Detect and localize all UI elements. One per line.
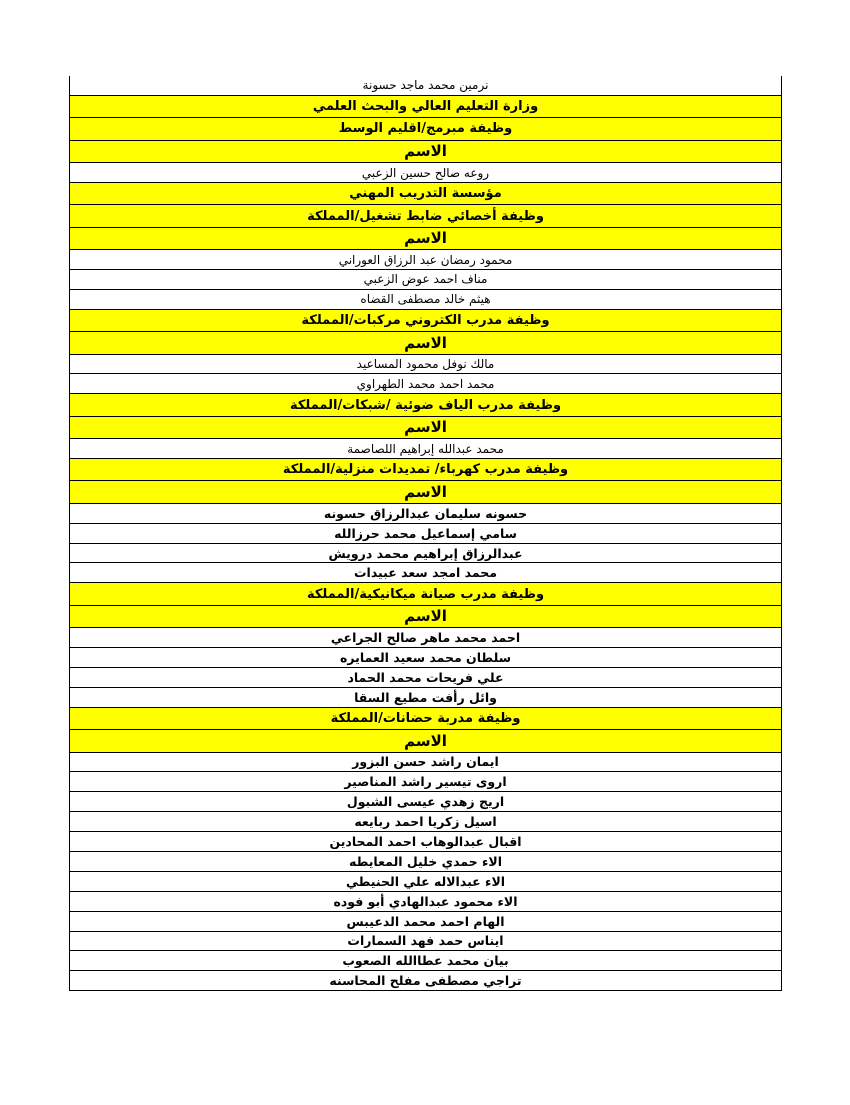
job-title-row: وظيفة مدربة حضانات/المملكة [70,708,781,730]
name-column-header: الاسم [70,228,781,250]
name-row: اريج زهدي عيسى الشبول [70,792,781,812]
name-column-header: الاسم [70,141,781,163]
name-row: مناف احمد عوض الزعبي [70,270,781,290]
name-row: محمود رمضان عبد الرزاق العوراني [70,250,781,270]
name-row: احمد محمد ماهر صالح الجراعي [70,628,781,648]
name-row: سامي إسماعيل محمد حرزالله [70,524,781,544]
document-table [69,76,782,991]
name-row: عبدالرزاق إبراهيم محمد درويش [70,544,781,564]
name-row: بيان محمد عطاالله الصعوب [70,951,781,971]
organization-row: وزارة التعليم العالي والبحث العلمي [70,96,781,118]
name-row: الاء محمود عبدالهادي أبو فوده [70,892,781,912]
job-title-row: وظيفة مدرب كهرباء/ تمديدات منزلية/المملكة [70,459,781,481]
name-row: روعه صالح حسين الزعبي [70,163,781,183]
name-row: مالك نوفل محمود المساعيد [70,355,781,375]
name-row: الاء عبدالاله علي الحنيطي [70,872,781,892]
name-row: تراجي مصطفى مفلح المحاسنه [70,971,781,991]
name-row: حسونه سليمان عبدالرزاق حسونه [70,504,781,524]
name-row: اقبال عبدالوهاب احمد المحادين [70,832,781,852]
name-row: ايناس حمد فهد السمارات [70,932,781,952]
job-title-row: وظيفة أخصائي ضابط تشغيل/المملكة [70,205,781,227]
name-row: الاء حمدي خليل المعايطه [70,852,781,872]
name-row: نرمين محمد ماجد حسونة [70,76,781,96]
name-column-header: الاسم [70,332,781,354]
name-row: محمد امجد سعد عبيدات [70,563,781,583]
name-row: محمد عبدالله إبراهيم اللصاصمة [70,439,781,459]
name-row: اروى تيسير راشد المناصير [70,772,781,792]
name-row: وائل رأفت مطيع السقا [70,688,781,708]
job-title-row: وظيفة مدرب الياف ضوئية /شبكات/المملكة [70,394,781,416]
name-row: علي فريحات محمد الحماد [70,668,781,688]
name-row: الهام احمد محمد الدعيبس [70,912,781,932]
job-title-row: وظيفة مدرب صيانة ميكانيكية/المملكة [70,583,781,605]
name-row: هيثم خالد مصطفى القضاه [70,290,781,310]
name-row: محمد احمد محمد الطهراوي [70,374,781,394]
name-row: سلطان محمد سعيد العمايره [70,648,781,668]
job-title-row: وظيفة مبرمج/اقليم الوسط [70,118,781,140]
name-row: ايمان راشد حسن البزور [70,753,781,773]
name-column-header: الاسم [70,606,781,628]
organization-row: مؤسسة التدريب المهني [70,183,781,205]
name-column-header: الاسم [70,481,781,503]
name-column-header: الاسم [70,730,781,752]
name-column-header: الاسم [70,417,781,439]
name-row: اسيل زكريا احمد ربايعه [70,812,781,832]
job-title-row: وظيفة مدرب الكتروني مركبات/المملكة [70,310,781,332]
